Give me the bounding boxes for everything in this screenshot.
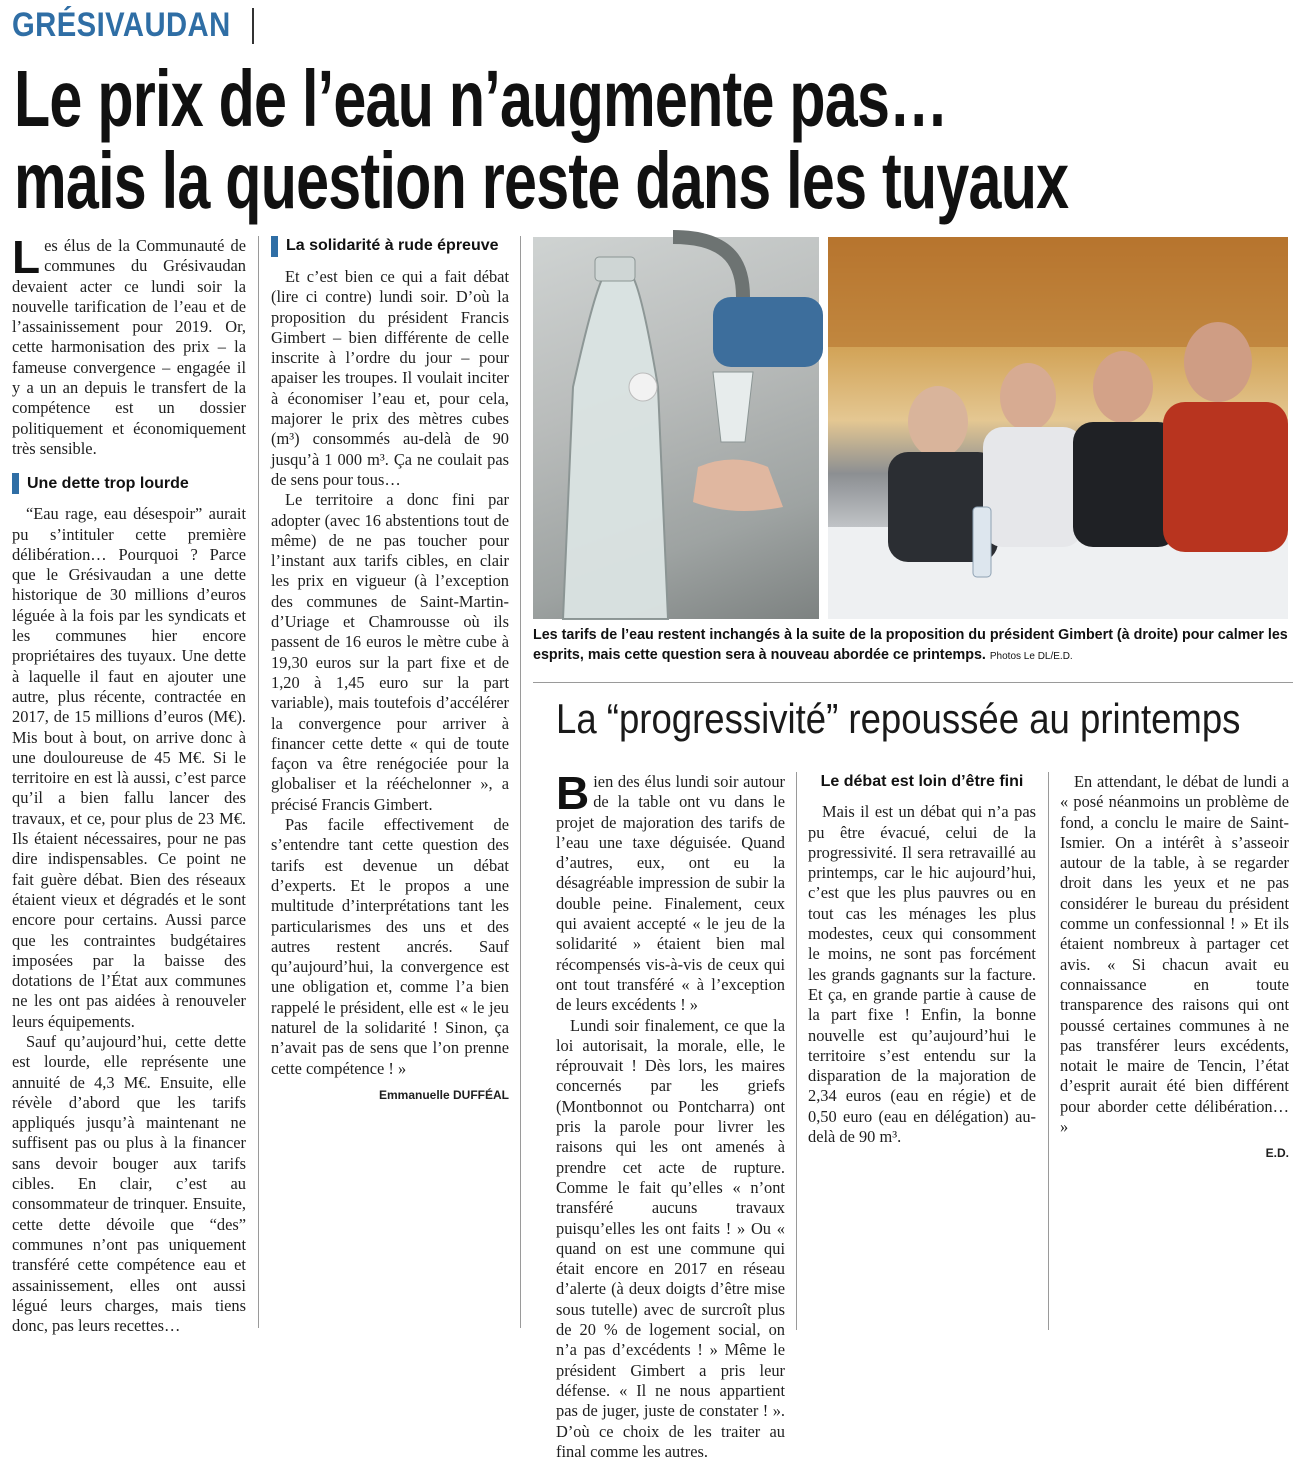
article2-paragraph-3: Mais il est un débat qui n’a pas pu être évacué, celui de la progressivité. Il sera retravaillé au printemps, car le hic aujourd’hui, c’est que les plus pauvres ou en tout cas les ménages les plus modestes, ceux qui consomment le moins, ne sont pas forcément les grands gagnants sur la facture. Et ça, en grande partie à cause de la part fixe ! Enfin, la bonne nouvelle est qu’aujourd’hui le territoire s’est entendu sur la disparation de la majoration de 2,34 euros (eau en régie) et de 0,50 euro (eau en délégation) au-delà de 90 m³. — [808, 802, 1036, 1147]
article2-subhead — [808, 772, 1036, 792]
subhead-marker — [12, 473, 19, 494]
article2-dropcap: B — [556, 767, 590, 819]
person-head — [1093, 351, 1153, 423]
article1-lead — [12, 231, 246, 459]
photo-caption-text: Les tarifs de l’eau restent inchangés à la suite de la proposition du président Gimbert (à droite) pour calmer les esprits, mais cette question sera à nouveau abordée ce printemps. — [533, 627, 1288, 663]
subhead-text: Une dette trop lourde — [27, 474, 189, 492]
column-divider — [520, 236, 521, 1328]
column-divider — [796, 772, 797, 1330]
article1-paragraph-6: Pas facile effectivement de s’entendre tant cette question des tarifs est devenue un débat d’experts. Et le propos a une multitude d’interprétations tant les particularismes des uns et des autres restent ancrés. Sauf qu’aujourd’hui, la convergence est une obligation et, comme l’a bien rappelé le président, elle est « le jeu naturel de la solidarité ! Sinon, ça n’avait pas de sens que l’on prenne cette compétence ! » — [271, 815, 509, 1078]
article2-signature: E.D. — [1265, 1146, 1289, 1161]
article2-lead — [556, 767, 785, 1016]
article1-column-2 — [271, 236, 509, 1328]
article2-paragraph-4: En attendant, le débat de lundi a « posé néanmoins un problème de fond, a conclu le maire de Saint-Ismier. On a intérêt à s’asseoir autour de la table, à se regarder droit dans les yeux et ne pas considérer le bureau du président comme un confessionnal ! » Et ils étaient nombreux à partager cet avis. « Si chacun avait eu connaissance en toute transparence des raisons qui ont poussé certaines communes à ne pas transférer leurs excédents, notait le maire de Tencin, l’état d’esprit aurait été bien différent pour aborder cette délibération… » — [1060, 772, 1289, 1137]
photo-council-meeting — [828, 237, 1288, 619]
article2-column-1 — [556, 767, 785, 1461]
subhead-marker — [271, 236, 278, 257]
article1-paragraph-5: Le territoire a donc fini par adopter (avec 16 abstentions tout de même) de ne pas toucher pour l’instant aux tarifs cibles, en clair les prix en vigueur (à l’exception des communes de Saint-Martin-d’Uriage et Chamrousse où ils passent de 16 euros le mètre cube à 19,30 euros sur la part fixe et de 1,20 à 1,45 euro sur la part variable), mais toutefois d’accélérer la convergence pour arriver à financer cette dette « qui de toute façon va être renégociée pour la globaliser et la rééchelonner », a précisé Francis Gimbert. — [271, 490, 509, 814]
glass-shape — [713, 372, 753, 442]
article2-column-2 — [808, 772, 1036, 1330]
subhead-text: La solidarité à rude épreuve — [286, 237, 499, 255]
section-label: GRÉSIVAUDAN — [12, 6, 231, 44]
article1-paragraph-1: es élus de la Communauté de communes du Grésivaudan devaient acter ce lundi soir la nouvelle tarification de l’eau et de l’assainissement pour 2019. Or, cette harmonisation des prix – la fameuse convergence – engagée il y a un an depuis le transfert de la compétence est un dossier politiquement et économiquement très sensible. — [12, 236, 246, 458]
photo-credit: Photos Le DL/E.D. — [989, 651, 1073, 662]
article1-subhead-1 — [12, 473, 246, 494]
article2-title: La “progressivité” repoussée au printemps — [556, 695, 1241, 742]
article1-column-1 — [12, 231, 246, 1336]
water-bottle-icon — [973, 507, 991, 577]
person-body — [1163, 402, 1288, 552]
headline-line-1: Le prix de l’eau n’augmente pas… — [14, 54, 948, 143]
column-divider — [258, 236, 259, 1328]
article2-column-3 — [1060, 772, 1289, 1330]
subhead-text: Le débat est loin d’être fini — [820, 773, 1024, 790]
person-body — [983, 427, 1083, 547]
photo-council-meeting-illustration — [828, 237, 1288, 619]
article1-paragraph-2: “Eau rage, eau désespoir” aurait pu s’intituler cette première délibération… Pourquoi ? Parce que le Grésivaudan a une dette historique de 30 millions d’euros léguée à la fois par les syndicats et les communes hier encore propriétaires des tuyaux. Une dette à laquelle il faut en ajouter une autre, plus récente, contractée en 2017, de 15 millions d’euros (M€). Mis bout à bout, on arrive donc à une douloureuse de 45 M€. Si le territoire en est là aussi, c’est parce qu’il a bien fallu lancer des travaux, et ce, pour plus de 23 M€. Ils étaient nécessaires, pour ne pas dire indispensables. Ce point ne fait guère débat. Bien des réseaux étaient vieux et dégradés et le sont encore pour certains. Aussi parce que les contraintes budgétaires imposées par la baisse des dotations de l’État aux communes ne les ont pas aidées à renouveler leurs équipements. — [12, 504, 246, 1031]
article1-paragraph-3: Sauf qu’aujourd’hui, cette dette est lourde, elle représente une annuité de 4,3 M€. Ensuite, elle révèle d’abord que les tarifs appliqués jusqu’à maintenant ne suffisent pas ou plus à la financer sans devoir bouger aux tarifs cibles. En clair, c’est au consommateur de trinquer. Ensuite, cette dette dévoile que “des” communes n’ont pas uniquement transféré cette compétence eau et assainissement, elles ont aussi légué leurs charges, mais tiens donc, pas leurs recettes… — [12, 1031, 246, 1336]
photo-water-bottle-illustration — [533, 237, 819, 619]
column-divider — [1048, 772, 1049, 1330]
hand-shape — [693, 460, 783, 512]
article1-subhead-2 — [271, 236, 509, 257]
headline — [14, 54, 1304, 225]
section-divider — [252, 8, 254, 44]
article1-dropcap: L — [12, 231, 41, 283]
photo-caption — [533, 625, 1293, 667]
bottle-shape — [563, 277, 668, 619]
article2-paragraph-1: ien des élus lundi soir autour de la table ont vu dans le projet de majoration des tarifs de l’eau une taxe déguisée. Quand d’autres, eux, ont eu la désagréable impression de subir la double peine. Finalement, ceux qui avaient accepté « le jeu de la solidarité » étaient bien mal récompensés vis-à-vis de ceux qui ont tout transféré « à l’exception de leurs excédents ! » — [556, 772, 785, 1015]
bottle-cap — [595, 257, 635, 281]
person-head — [1184, 322, 1252, 402]
stopper-shape — [629, 373, 657, 401]
article2-paragraph-2: Lundi soir finalement, ce que la loi autorisait, la morale, elle, le réprouvait ! Dès lors, les maires concernés par les griefs (Montbonnot ou Pontcharra) ont pris la parole pour livrer les raisons qui les ont amenés à prendre cet acte de rupture. Comme le fait qu’elles « n’ont transféré aucuns travaux puisqu’elles les ont faits ! » Ou « quand on est une commune qui était encore en 2017 en réseau d’alerte (à deux doigts d’être mise sous tutelle) avec de surcroît plus de 20 % de logement social, on n’a pas d’excédents ! » Même le président Gimbert a pris leur défense. « Il ne nous appartient pas de juger, juste de constater ! ». D’où ce choix de les traiter au final comme les autres. — [556, 1015, 785, 1461]
person-body — [1073, 422, 1178, 547]
article1-paragraph-4: Et c’est bien ce qui a fait débat (lire ci contre) lundi soir. D’où la proposition du président Francis Gimbert – bien différente de celle inscrite à l’ordre du jour – pour apaiser les troupes. Il voulait inciter à économiser l’eau et, pour cela, majorer le prix des mètres cubes (m³) consommés au-delà de 90 jusqu’à 1 000 m³. Ça ne coulait pas de sens pour tous… — [271, 267, 509, 489]
sleeve-shape — [713, 297, 823, 367]
photo-water-bottle — [533, 237, 819, 619]
headline-line-2: mais la question reste dans les tuyaux — [14, 136, 1069, 225]
person-head — [1000, 363, 1056, 431]
article1-signature: Emmanuelle DUFFÉAL — [378, 1087, 509, 1102]
person-head — [908, 386, 968, 458]
article-divider — [533, 682, 1293, 683]
